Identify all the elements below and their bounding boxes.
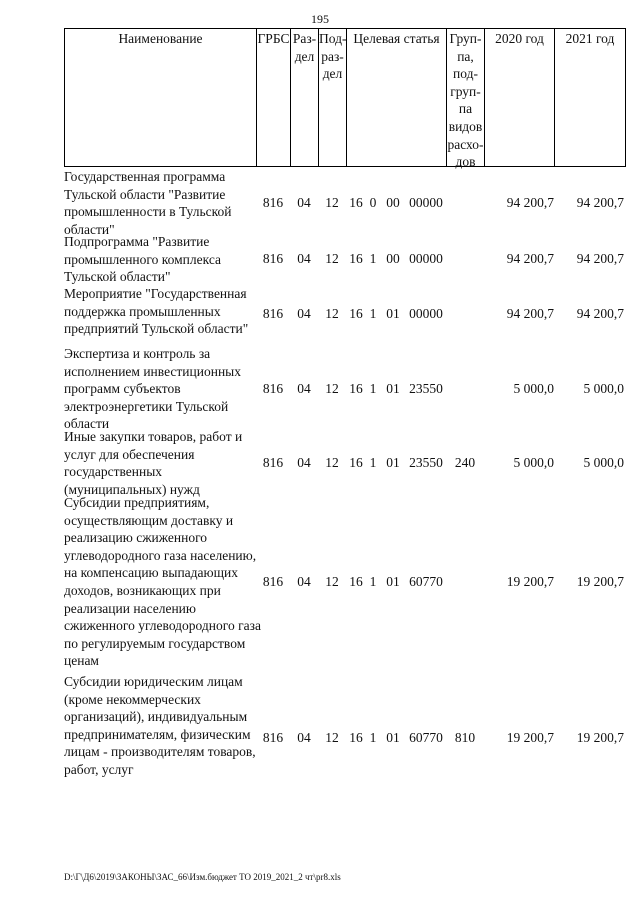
row-target-event: 01 [386, 455, 400, 470]
row-grbs: 816 [262, 381, 284, 396]
row-2021: 19 200,7 [576, 574, 624, 589]
row-2021: 19 200,7 [576, 730, 624, 745]
row-target-program: 16 [349, 455, 363, 470]
row-name: Государственная программа Тульской области "Развитие промышленности в Тульской области" [64, 169, 232, 237]
row-target-event: 01 [386, 574, 400, 589]
row-razdel: 04 [297, 730, 311, 745]
row-target-program: 16 [349, 306, 363, 321]
row-target-subprogram: 1 [369, 251, 377, 266]
row-2020: 94 200,7 [506, 195, 554, 210]
row-target-program: 16 [349, 251, 363, 266]
header-2020: 2020 год [484, 28, 554, 167]
header-name: Наименование [64, 28, 256, 167]
row-target-direction: 23550 [409, 381, 443, 396]
row-2020: 19 200,7 [506, 574, 554, 589]
row-2021: 5 000,0 [583, 455, 624, 470]
row-podrazdel: 12 [325, 455, 339, 470]
row-podrazdel: 12 [325, 574, 339, 589]
row-name: Субсидии юридическим лицам (кроме некоммерческих организаций), индивидуальным предпринимателям, физическим лицам - производителям товаров, работ, услуг [64, 674, 256, 777]
row-razdel: 04 [297, 574, 311, 589]
row-razdel: 04 [297, 381, 311, 396]
row-podrazdel: 12 [325, 306, 339, 321]
row-name: Подпрограмма "Развитие промышленного комплекса Тульской области" [64, 234, 221, 285]
row-expense-group: 810 [454, 730, 476, 745]
row-target-program: 16 [349, 381, 363, 396]
row-2020: 19 200,7 [506, 730, 554, 745]
row-grbs: 816 [262, 251, 284, 266]
row-target-direction: 00000 [409, 306, 443, 321]
row-target-subprogram: 1 [369, 381, 377, 396]
row-2020: 94 200,7 [506, 251, 554, 266]
header-podrazdel: Под- раз- дел [318, 28, 346, 167]
row-name: Субсидии предприятиям, осуществляющим доставку и реализацию сжиженного углеводородного газа населению, на компенсацию выпадающих доходов, возникающих при реализации населению сжиженного углеводородного газа по регулируемым государством ценам [64, 495, 261, 669]
row-target-event: 01 [386, 730, 400, 745]
row-target-direction: 60770 [409, 730, 443, 745]
page-number: 195 [311, 12, 329, 26]
row-2020: 5 000,0 [513, 455, 554, 470]
row-2021: 5 000,0 [583, 381, 624, 396]
header-group: Груп- па, под- груп- па видов расхо- дов [446, 28, 484, 167]
row-name: Иные закупки товаров, работ и услуг для обеспечения государственных (муниципальных) нужд [64, 429, 243, 497]
row-podrazdel: 12 [325, 730, 339, 745]
row-2021: 94 200,7 [576, 195, 624, 210]
row-grbs: 816 [262, 455, 284, 470]
footer-file-path: D:\Г\Д6\2019\ЗАКОНЫ\ЗАС_66\Изм.бюджет ТО 2019_2021_2 чт\pr8.xls [64, 872, 341, 882]
row-target-event: 00 [386, 195, 400, 210]
row-target-program: 16 [349, 730, 363, 745]
row-razdel: 04 [297, 195, 311, 210]
row-name: Мероприятие "Государственная поддержка промышленных предприятий Тульской области" [64, 286, 249, 337]
row-target-subprogram: 0 [369, 195, 377, 210]
row-target-program: 16 [349, 574, 363, 589]
row-grbs: 816 [262, 730, 284, 745]
row-target-program: 16 [349, 195, 363, 210]
row-target-event: 01 [386, 306, 400, 321]
row-razdel: 04 [297, 306, 311, 321]
header-razdel: Раз- дел [290, 28, 318, 167]
row-razdel: 04 [297, 251, 311, 266]
row-podrazdel: 12 [325, 195, 339, 210]
row-grbs: 816 [262, 306, 284, 321]
row-expense-group: 240 [454, 455, 476, 470]
row-2020: 94 200,7 [506, 306, 554, 321]
row-target-subprogram: 1 [369, 306, 377, 321]
row-grbs: 816 [262, 574, 284, 589]
header-2021: 2021 год [554, 28, 626, 167]
row-target-direction: 00000 [409, 195, 443, 210]
row-target-subprogram: 1 [369, 455, 377, 470]
row-target-event: 00 [386, 251, 400, 266]
row-podrazdel: 12 [325, 251, 339, 266]
row-2021: 94 200,7 [576, 251, 624, 266]
row-grbs: 816 [262, 195, 284, 210]
row-target-subprogram: 1 [369, 574, 377, 589]
row-target-direction: 00000 [409, 251, 443, 266]
row-razdel: 04 [297, 455, 311, 470]
row-target-direction: 23550 [409, 455, 443, 470]
row-2021: 94 200,7 [576, 306, 624, 321]
row-podrazdel: 12 [325, 381, 339, 396]
header-target: Целевая статья [346, 28, 446, 167]
row-target-event: 01 [386, 381, 400, 396]
row-target-direction: 60770 [409, 574, 443, 589]
row-name: Экспертиза и контроль за исполнением инвестиционных программ субъектов электроэнергетики Тульской области [64, 346, 241, 432]
row-target-subprogram: 1 [369, 730, 377, 745]
row-2020: 5 000,0 [513, 381, 554, 396]
header-grbs: ГРБС [256, 28, 290, 167]
